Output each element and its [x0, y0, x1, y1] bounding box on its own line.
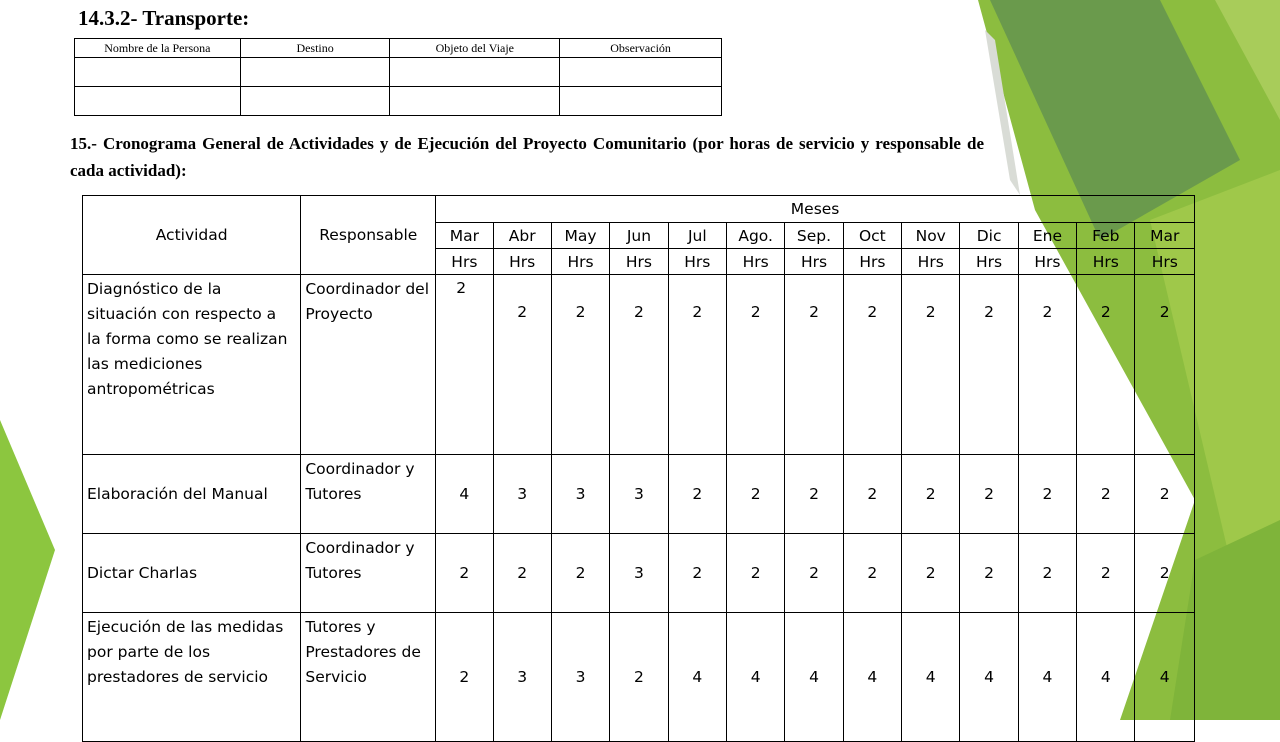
month-header: Abr	[493, 223, 551, 249]
schedule-row	[83, 275, 1195, 455]
hours-cell: 3	[551, 455, 609, 534]
transport-col-person: Nombre de la Persona	[75, 39, 241, 58]
responsible-cell: Coordinador del Proyecto	[301, 275, 436, 455]
transport-cell	[75, 87, 241, 116]
transport-empty-row	[75, 58, 722, 87]
transport-cell	[560, 87, 722, 116]
hrs-header: Hrs	[960, 249, 1018, 275]
transport-cell	[240, 87, 390, 116]
hours-cell: 4	[668, 613, 726, 742]
hours-cell: 3	[493, 613, 551, 742]
hours-cell: 4	[726, 613, 784, 742]
hours-cell: 2	[902, 455, 960, 534]
responsible-cell: Coordinador y Tutores	[301, 534, 436, 613]
hours-cell: 4	[785, 613, 843, 742]
hours-cell: 2	[843, 534, 901, 613]
month-header: Nov	[902, 223, 960, 249]
hrs-header: Hrs	[610, 249, 668, 275]
hours-cell: 2	[785, 275, 843, 455]
hrs-header: Hrs	[1135, 249, 1195, 275]
transport-empty-row	[75, 87, 722, 116]
hours-cell: 2	[1077, 455, 1135, 534]
schedule-col-activity: Actividad	[83, 196, 301, 275]
activity-cell: Ejecución de las medidas por parte de los prestadores de servicio	[83, 613, 301, 742]
schedule-row	[83, 455, 1195, 534]
hours-cell: 4	[1135, 613, 1195, 742]
hours-cell: 2	[902, 534, 960, 613]
hrs-header: Hrs	[1018, 249, 1076, 275]
hours-cell: 4	[843, 613, 901, 742]
transport-cell	[390, 58, 560, 87]
transport-cell	[390, 87, 560, 116]
hrs-header: Hrs	[668, 249, 726, 275]
hours-cell: 2	[843, 275, 901, 455]
hours-cell: 2	[960, 275, 1018, 455]
hours-cell: 2	[1077, 275, 1135, 455]
hrs-header: Hrs	[726, 249, 784, 275]
month-header: Mar	[436, 223, 493, 249]
hours-cell: 2	[610, 275, 668, 455]
hours-cell: 2	[785, 534, 843, 613]
activity-cell: Diagnóstico de la situación con respecto a la forma como se realizan las mediciones antropométricas	[83, 275, 301, 455]
hours-cell: 4	[1077, 613, 1135, 742]
hrs-header: Hrs	[436, 249, 493, 275]
hours-cell: 2	[960, 534, 1018, 613]
hours-cell: 2	[668, 275, 726, 455]
hrs-header: Hrs	[785, 249, 843, 275]
hours-cell: 2	[1018, 275, 1076, 455]
hours-cell: 2	[668, 455, 726, 534]
transport-cell	[75, 58, 241, 87]
month-header: Ene	[1018, 223, 1076, 249]
schedule-col-responsible: Responsable	[301, 196, 436, 275]
month-header: Sep.	[785, 223, 843, 249]
hours-cell: 2	[1077, 534, 1135, 613]
hours-cell: 2	[843, 455, 901, 534]
hours-cell: 3	[610, 534, 668, 613]
transport-table	[74, 38, 722, 116]
schedule-heading: 15.- Cronograma General de Actividades y de Ejecución del Proyecto Comunitario (por horas de servicio y responsable de cada actividad):	[70, 134, 984, 180]
hours-cell: 4	[902, 613, 960, 742]
green-shape-left	[0, 420, 55, 720]
hours-cell: 2	[551, 275, 609, 455]
hours-cell: 2	[1018, 534, 1076, 613]
hours-cell: 2	[1135, 455, 1195, 534]
month-header: Feb	[1077, 223, 1135, 249]
month-header: Mar	[1135, 223, 1195, 249]
activity-cell: Elaboración del Manual	[83, 455, 301, 534]
month-header: May	[551, 223, 609, 249]
activity-cell: Dictar Charlas	[83, 534, 301, 613]
hours-cell: 2	[1135, 275, 1195, 455]
transport-cell	[560, 58, 722, 87]
responsible-cell: Coordinador y Tutores	[301, 455, 436, 534]
transport-cell	[240, 58, 390, 87]
transport-col-destination: Destino	[240, 39, 390, 58]
hrs-header: Hrs	[551, 249, 609, 275]
hours-cell: 2	[726, 455, 784, 534]
hrs-header: Hrs	[493, 249, 551, 275]
schedule-header-meses-row	[83, 196, 1195, 223]
hours-cell: 4	[960, 613, 1018, 742]
month-header: Jul	[668, 223, 726, 249]
hours-cell: 2	[493, 275, 551, 455]
hours-cell: 2	[493, 534, 551, 613]
month-header: Jun	[610, 223, 668, 249]
month-header: Oct	[843, 223, 901, 249]
schedule-col-months: Meses	[436, 196, 1195, 223]
hours-cell: 2	[726, 534, 784, 613]
hours-cell: 4	[436, 455, 493, 534]
hours-cell: 2	[1018, 455, 1076, 534]
transport-col-observation: Observación	[560, 39, 722, 58]
hours-cell: 3	[493, 455, 551, 534]
schedule-row	[83, 613, 1195, 742]
hours-cell: 2	[785, 455, 843, 534]
month-header: Dic	[960, 223, 1018, 249]
month-header: Ago.	[726, 223, 784, 249]
schedule-row	[83, 534, 1195, 613]
transport-section-title: 14.3.2- Transporte:	[78, 6, 250, 30]
hours-cell: 2	[436, 534, 493, 613]
hrs-header: Hrs	[902, 249, 960, 275]
schedule-table	[82, 195, 1195, 742]
hours-cell: 2	[610, 613, 668, 742]
hrs-header: Hrs	[1077, 249, 1135, 275]
hours-cell: 2	[436, 613, 493, 742]
hours-cell: 3	[610, 455, 668, 534]
hrs-header: Hrs	[843, 249, 901, 275]
hours-cell: 2	[551, 534, 609, 613]
hours-cell: 2	[1135, 534, 1195, 613]
hours-cell: 2	[960, 455, 1018, 534]
hours-cell: 2	[726, 275, 784, 455]
transport-col-purpose: Objeto del Viaje	[390, 39, 560, 58]
hours-cell: 3	[551, 613, 609, 742]
hours-cell: 4	[1018, 613, 1076, 742]
hours-cell: 2	[902, 275, 960, 455]
hours-cell: 2	[436, 275, 493, 455]
hours-cell: 2	[668, 534, 726, 613]
responsible-cell: Tutores y Prestadores de Servicio	[301, 613, 436, 742]
transport-header-row	[75, 39, 722, 58]
